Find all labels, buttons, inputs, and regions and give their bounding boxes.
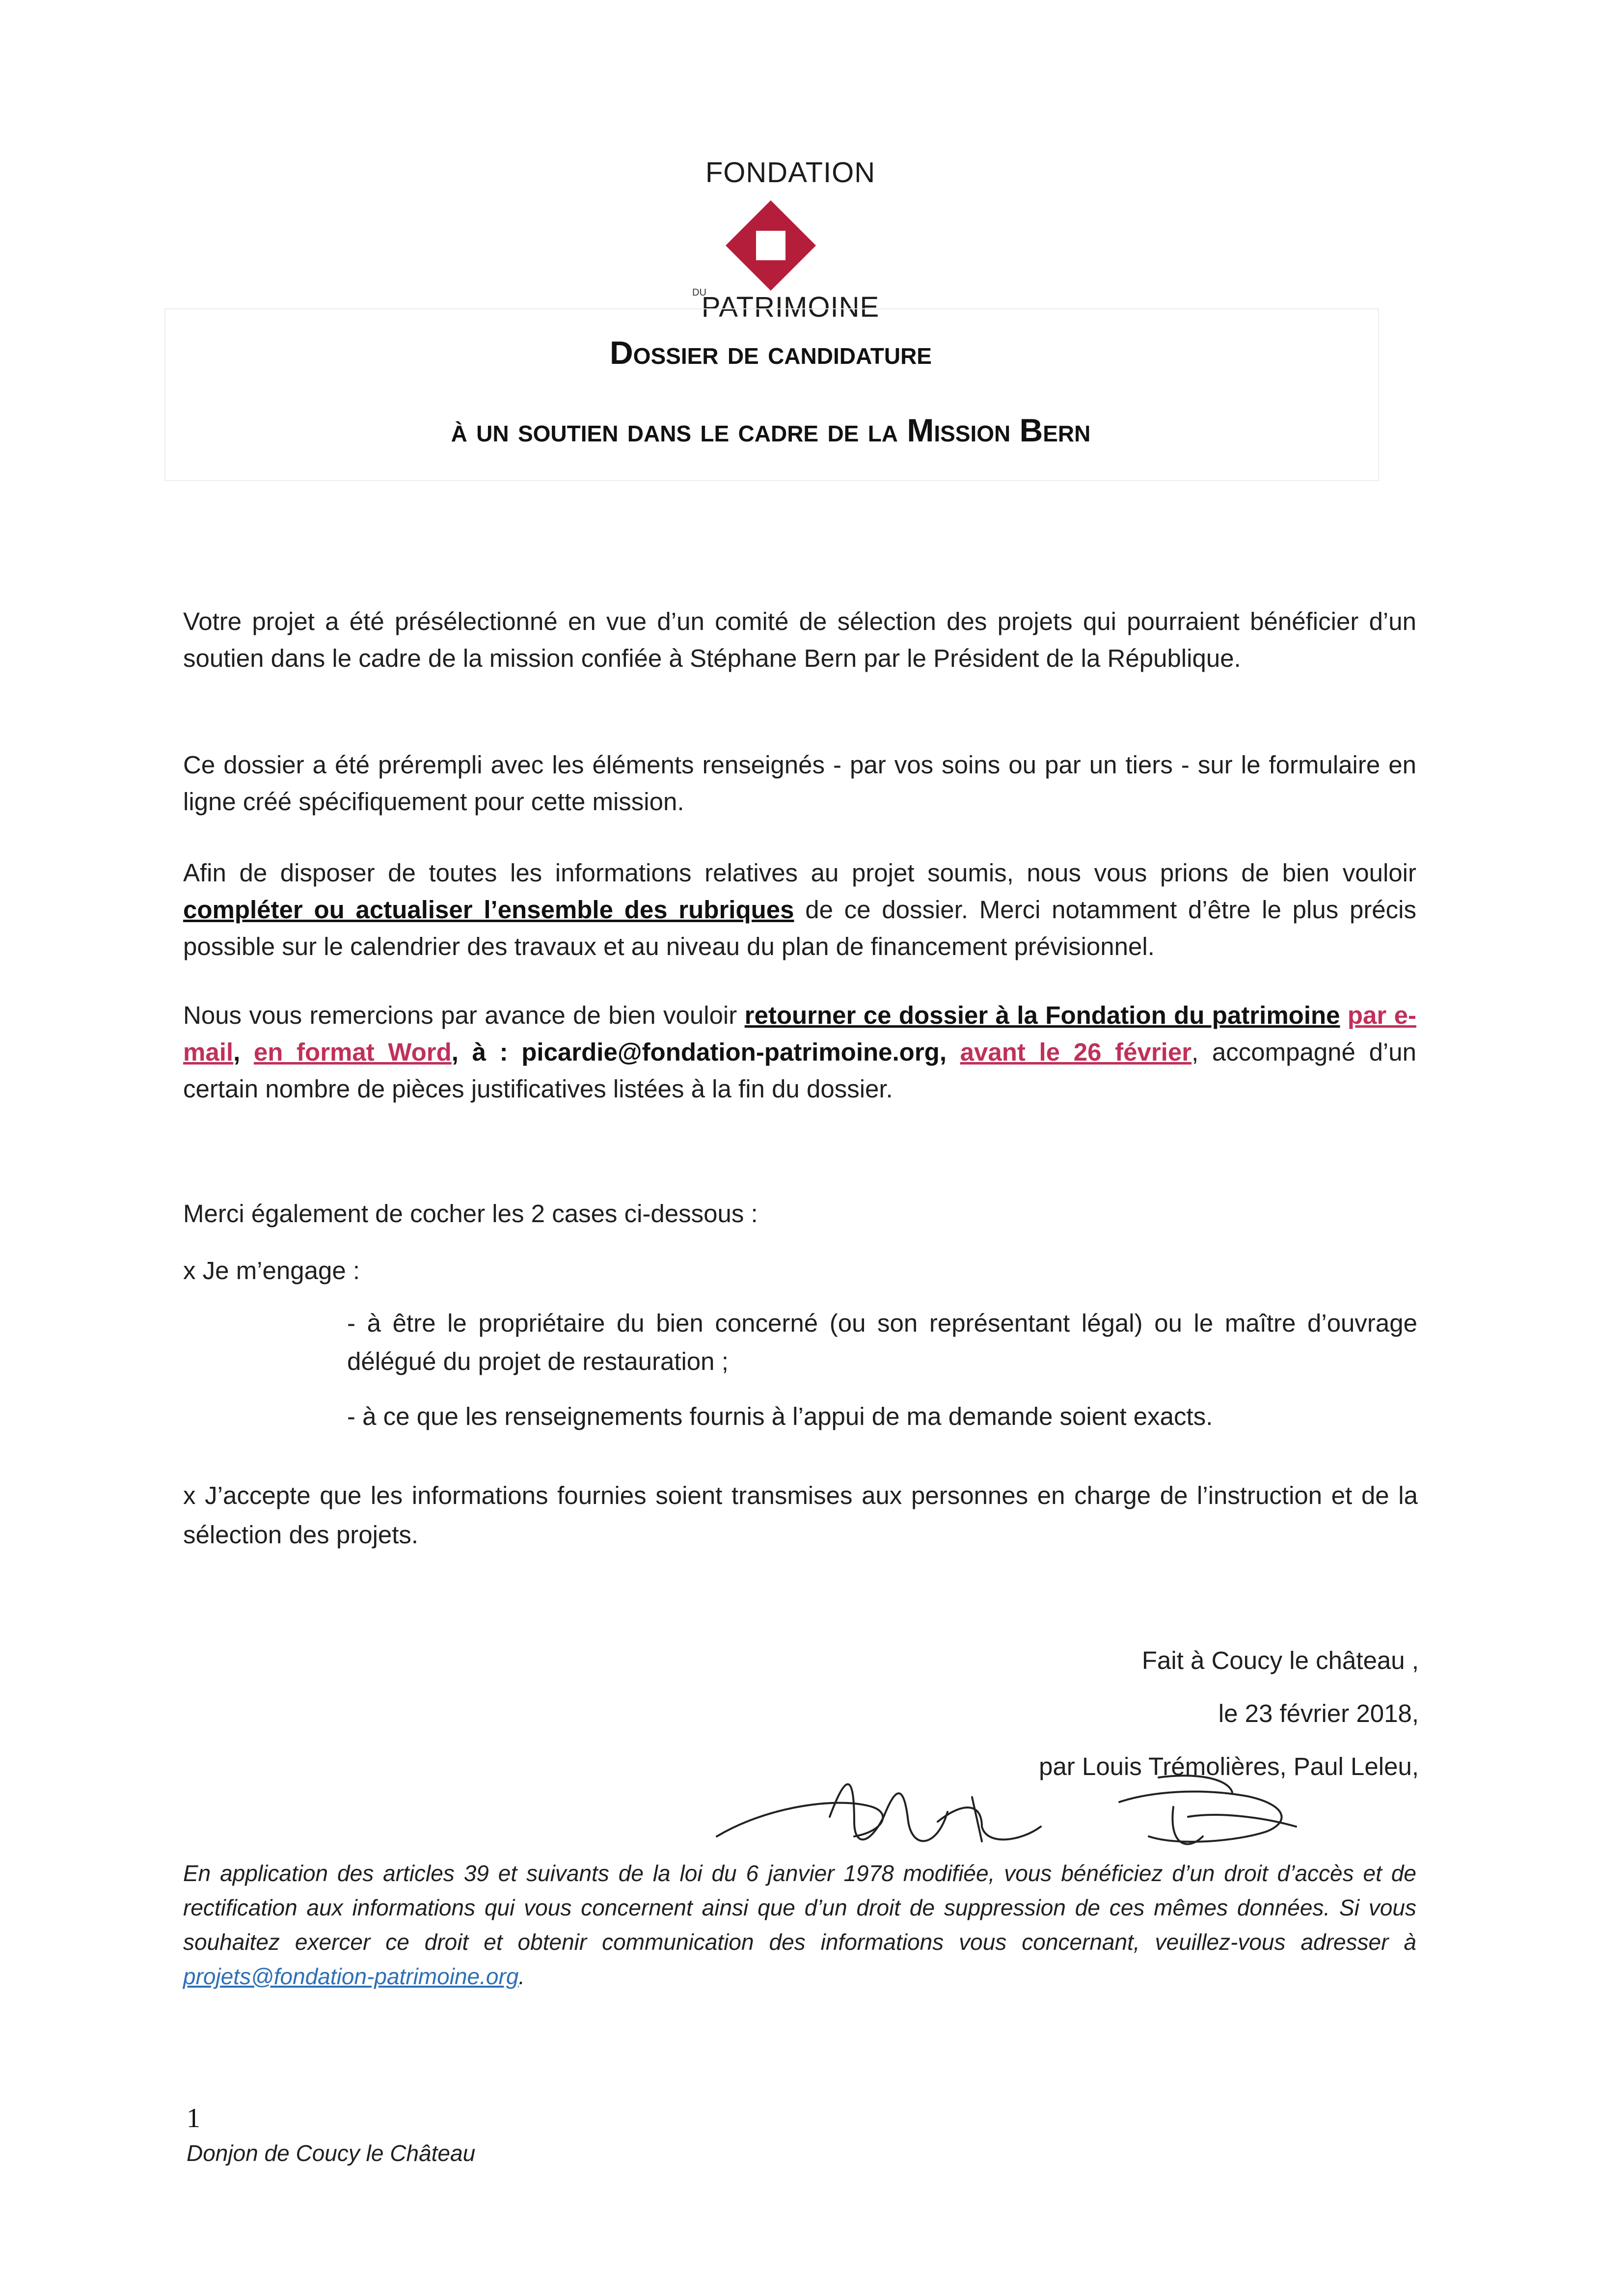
word-format-text: en format Word xyxy=(253,1038,452,1066)
signature-date: le 23 février 2018, xyxy=(1218,1699,1419,1727)
return-emphasis: retourner ce dossier à la Fondation du patrimoine xyxy=(744,1001,1340,1029)
legal-end: . xyxy=(518,1964,525,1989)
deadline-text: avant le 26 février xyxy=(960,1038,1192,1066)
by-email-text: par e-mail xyxy=(183,1001,1416,1066)
instructions-text-c: de ce dossier. Merci notamment d’être le plus précis possible sur le calendrier des travaux et au niveau du plan de financement prévisionnel. xyxy=(183,896,1416,960)
comma-1: , xyxy=(233,1038,254,1066)
paragraph-intro: Votre projet a été présélectionné en vue d’un comité de sélection des projets qui pourraient bénéficier d’un soutien dans le cadre de la mission confiée à Stéphane Bern par le Président de la République. xyxy=(183,607,1416,672)
page-number: 1 xyxy=(187,2103,200,2133)
paragraph-return xyxy=(183,997,1416,1107)
document-subtitle: à un soutien dans le cadre de la Mission Bern xyxy=(451,412,1091,448)
logo-du-text: DU xyxy=(692,287,706,298)
instructions-emphasis: compléter ou actualiser l’ensemble des rubriques xyxy=(183,896,794,924)
footer-caption: Donjon de Coucy le Château xyxy=(187,2140,476,2166)
handwritten-signatures xyxy=(707,1748,1360,1866)
return-text-end: , accompagné d’un certain nombre de pièces justificatives listées à la fin du dossier. xyxy=(183,1038,1416,1103)
signature-names: par Louis Trémolières, Paul Leleu, xyxy=(1039,1752,1419,1780)
document-title: Dossier de candidature xyxy=(610,334,932,371)
signature-place: Fait à Coucy le château , xyxy=(1141,1646,1419,1674)
legal-notice xyxy=(183,1856,1416,1994)
instructions-text-a: Afin de disposer de toutes les informations relatives au projet soumis, nous vous prions de bien vouloir xyxy=(183,859,1416,887)
logo-top-text: FONDATION xyxy=(705,157,876,189)
paragraph-instructions xyxy=(183,854,1416,965)
logo-bottom-text: PATRIMOINE xyxy=(701,291,880,323)
consent-statement: x J’accepte que les informations fournies soient transmises aux personnes en charge de l’instruction et de la sélection des projets. xyxy=(183,1481,1418,1549)
commitment-owner: - à être le propriétaire du bien concerné (ou son représentant légal) ou le maître d’ouvrage délégué du projet de restauration ; xyxy=(347,1309,1417,1375)
legal-email-link[interactable]: projets@fondation-patrimoine.org xyxy=(183,1964,519,1989)
contact-email[interactable]: picardie@fondation-patrimoine.org xyxy=(521,1038,940,1066)
paragraph-prefilled: Ce dossier a été prérempli avec les éléments renseignés - par vos soins ou par un tiers - sur le formulaire en ligne créé spécifiquement pour cette mission. xyxy=(183,751,1416,816)
checks-intro: Merci également de cocher les 2 cases ci-dessous : xyxy=(183,1200,758,1228)
to-text: , à : xyxy=(451,1038,522,1066)
return-text-a: Nous vous remercions par avance de bien vouloir xyxy=(183,1001,745,1029)
fondation-logo-icon xyxy=(722,196,820,295)
legal-text: En application des articles 39 et suivants de la loi du 6 janvier 1978 modifiée, vous bénéficiez d’un droit d’accès et de rectification aux informations qui vous concernent ainsi que d’un droit de suppression de ces mêmes données. Si vous souhaitez exercer ce droit et obtenir communication des informations vous concernant, veuillez-vous adresser à xyxy=(183,1860,1416,1955)
comma-2: , xyxy=(939,1038,960,1066)
commitment-accuracy: - à ce que les renseignements fournis à l’appui de ma demande soient exacts. xyxy=(347,1402,1213,1430)
commitment-heading: x Je m’engage : xyxy=(183,1257,360,1285)
